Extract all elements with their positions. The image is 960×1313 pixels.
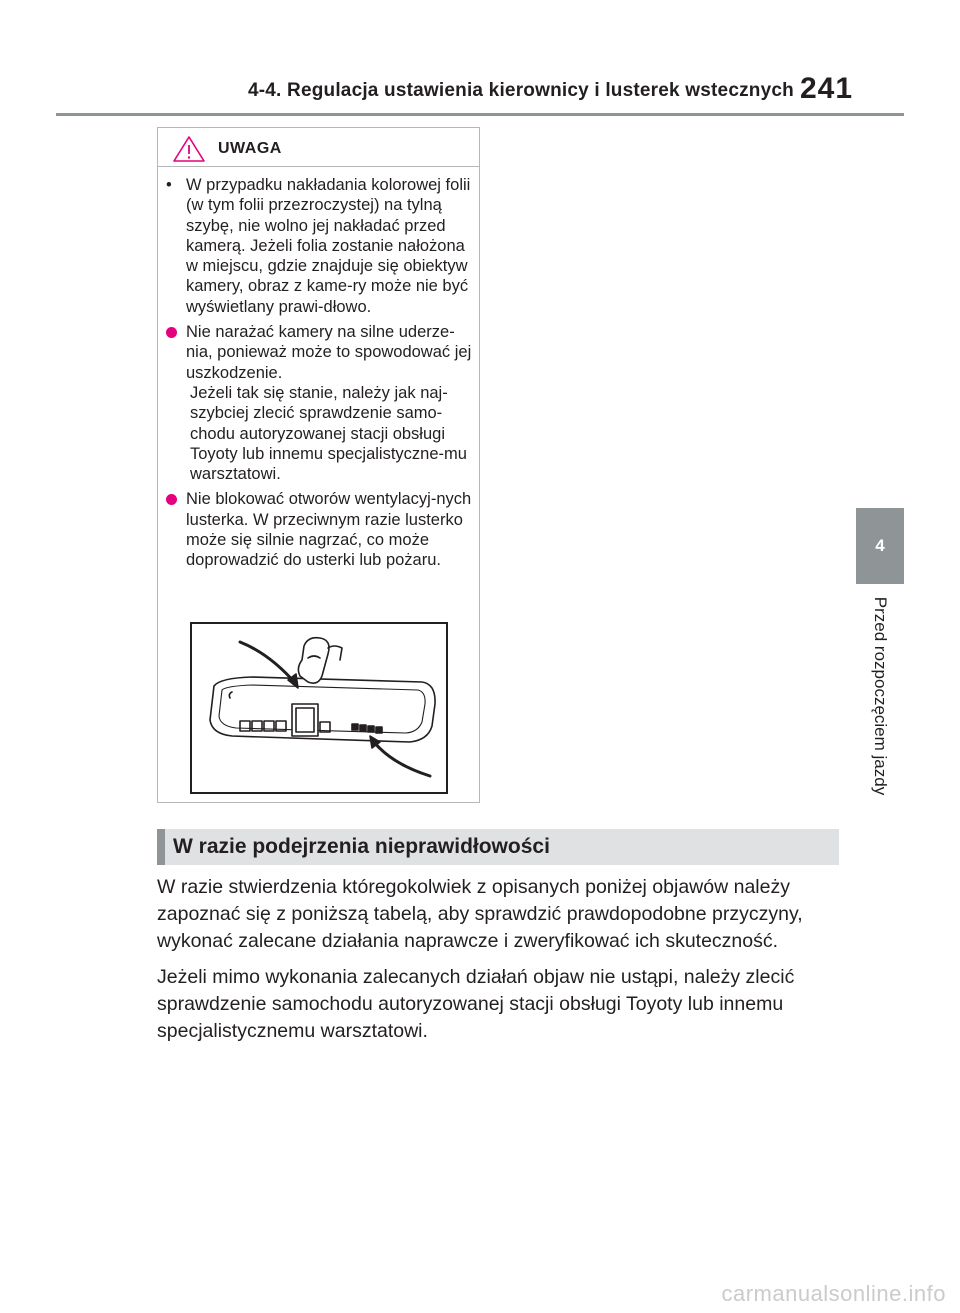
mirror-illustration	[190, 622, 448, 794]
warning-item	[164, 175, 476, 317]
paragraph: Jeżeli mimo wykonania zalecanych działań objaw nie ustąpi, należy zlecić sprawdzenie samochodu autoryzowanej stacji obsługi Toyoty lub innemu specjalistycznemu warsztatowi.	[157, 966, 795, 1042]
warning-item-text: W przypadku nakładania kolorowej folii (w tym folii przezroczystej) na tylną szybę, nie wolno jej nakładać przed kamerą. Jeżeli folia zostanie nałożona w miejscu, gdzie znajduje się obiektyw kamery, obraz z kame-ry może nie być wyświetlany prawi-dłowo.	[186, 176, 471, 316]
section-heading-bar	[157, 829, 839, 865]
section-title: W razie podejrzenia nieprawidłowości	[173, 835, 550, 858]
chapter-tab	[856, 508, 904, 584]
warning-title: UWAGA	[218, 140, 282, 157]
bullet-dot-icon	[166, 327, 177, 338]
header-divider	[56, 113, 904, 116]
chapter-number: 4	[875, 536, 885, 555]
warning-item-text: Nie blokować otworów wentylacyj-nych lusterka. W przeciwnym razie lusterko może się silnie nagrzać, co może doprowadzić do usterki lub pożaru.	[186, 490, 472, 570]
chapter-label-text: Przed rozpoczęciem jazdy	[871, 596, 890, 796]
warning-body	[164, 175, 476, 576]
warning-item	[164, 489, 476, 570]
bullet-dot-icon	[166, 494, 177, 505]
warning-item-subtext: Jeżeli tak się stanie, należy jak naj-szybciej zlecić sprawdzenie samo-chodu autoryzowanej stacji obsługi Toyoty lub innemu specjalistyczne-mu warsztatowi.	[190, 383, 467, 484]
body-text	[157, 874, 837, 1054]
paragraph: W razie stwierdzenia któregokolwiek z opisanych poniżej objawów należy zapoznać się z poniższą tabelą, aby sprawdzić prawdopodobne przyczyny, wykonać zalecane działania naprawcze i zweryfikować ich skuteczność.	[157, 876, 803, 952]
page-number: 241	[800, 72, 854, 105]
bullet-marker: •	[166, 176, 172, 194]
warning-header	[158, 128, 479, 167]
warning-item	[164, 322, 476, 484]
header-section-title: 4-4. Regulacja ustawienia kierownicy i lusterek wstecznych	[248, 80, 794, 101]
rear-view-mirror-drawing	[192, 624, 446, 792]
watermark: carmanualsonline.info	[721, 1281, 946, 1306]
warning-box	[157, 127, 480, 803]
warning-item-text: Nie narażać kamery na silne uderze-nia, ponieważ może to spowodować jej uszkodzenie.	[186, 323, 472, 382]
warning-triangle-icon	[172, 135, 206, 163]
